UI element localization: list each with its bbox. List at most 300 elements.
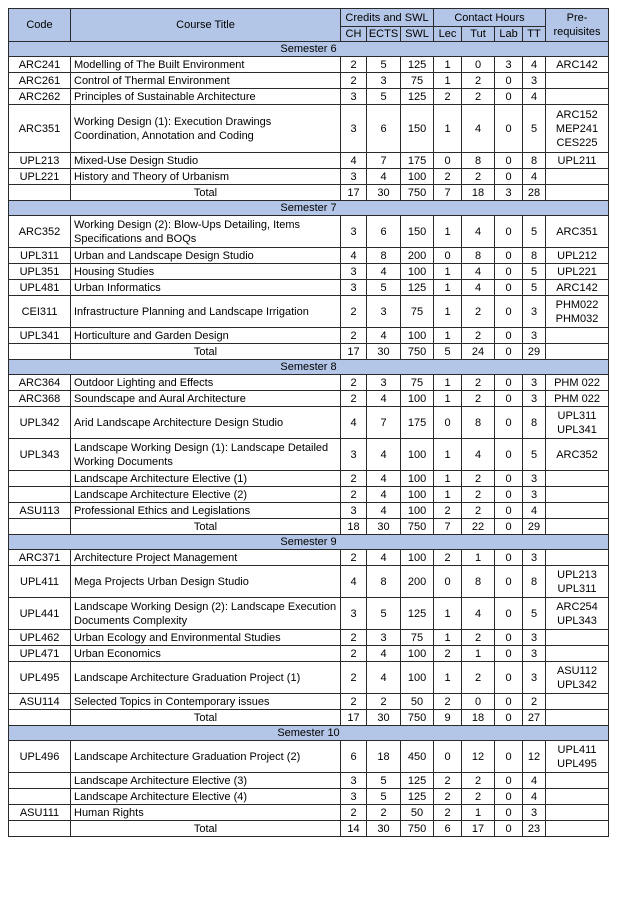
prerequisites-cell	[546, 328, 609, 344]
tutorial-hours-cell: 1	[462, 550, 495, 566]
tutorial-hours-cell: 8	[462, 407, 495, 439]
credit-hours-cell: 3	[341, 598, 367, 630]
total-hours-cell: 3	[523, 328, 546, 344]
course-row	[9, 73, 609, 89]
course-title: Mega Projects Urban Design Studio	[71, 566, 341, 598]
lab-hours-cell: 0	[495, 105, 523, 153]
total-hours-cell: 4	[523, 169, 546, 185]
course-title: Infrastructure Planning and Landscape Irrigation	[71, 296, 341, 328]
total-hours-cell: 12	[523, 741, 546, 773]
total-code-blank	[9, 185, 71, 201]
course-title: Urban Economics	[71, 646, 341, 662]
lab-hours-cell: 0	[495, 89, 523, 105]
swl-cell: 150	[401, 216, 434, 248]
total-hours-cell: 3	[523, 296, 546, 328]
course-code: UPL462	[9, 630, 71, 646]
lecture-hours-cell: 1	[434, 375, 462, 391]
prerequisites-cell	[546, 741, 609, 773]
course-row	[9, 503, 609, 519]
course-title: Urban Ecology and Environmental Studies	[71, 630, 341, 646]
prerequisite-code: UPL341	[557, 423, 597, 436]
course-title: Mixed-Use Design Studio	[71, 153, 341, 169]
prerequisite-code: UPL342	[557, 678, 597, 691]
lecture-hours-cell: 2	[434, 169, 462, 185]
course-row	[9, 694, 609, 710]
course-row	[9, 57, 609, 73]
tutorial-hours-cell: 8	[462, 566, 495, 598]
total-value-cell: 3	[495, 185, 523, 201]
course-row	[9, 662, 609, 694]
course-code: UPL481	[9, 280, 71, 296]
total-value-cell: 750	[401, 821, 434, 837]
course-row	[9, 487, 609, 503]
course-row	[9, 89, 609, 105]
semester-total-row	[9, 821, 609, 837]
tutorial-hours-cell: 4	[462, 264, 495, 280]
total-value-cell: 7	[434, 519, 462, 535]
tutorial-hours-cell: 2	[462, 789, 495, 805]
total-code-blank	[9, 344, 71, 360]
credit-hours-cell: 2	[341, 646, 367, 662]
total-hours-cell: 5	[523, 216, 546, 248]
course-row	[9, 391, 609, 407]
ects-cell: 5	[367, 773, 401, 789]
semester-total-row	[9, 185, 609, 201]
prerequisites-cell	[546, 646, 609, 662]
prerequisites-cell	[546, 550, 609, 566]
course-row	[9, 646, 609, 662]
prerequisite-code: UPL213	[557, 568, 597, 581]
prerequisite-code: ARC142	[556, 281, 598, 294]
course-row	[9, 153, 609, 169]
prerequisite-code: ARC351	[556, 225, 598, 238]
lab-hours-cell: 0	[495, 503, 523, 519]
course-title: Professional Ethics and Legislations	[71, 503, 341, 519]
lab-hours-cell: 0	[495, 694, 523, 710]
credit-hours-cell: 2	[341, 662, 367, 694]
course-row	[9, 630, 609, 646]
credit-hours-cell: 3	[341, 789, 367, 805]
semester-header-row	[9, 535, 609, 550]
credit-hours-cell: 2	[341, 57, 367, 73]
tutorial-hours-cell: 2	[462, 487, 495, 503]
credit-hours-cell: 2	[341, 487, 367, 503]
course-title: Landscape Architecture Graduation Project (1)	[71, 662, 341, 694]
prerequisite-code: ARC142	[556, 58, 598, 71]
total-label: Total	[71, 185, 341, 201]
total-value-cell: 18	[462, 185, 495, 201]
total-hours-cell: 8	[523, 248, 546, 264]
swl-cell: 125	[401, 789, 434, 805]
ects-cell: 5	[367, 598, 401, 630]
total-prereq-blank	[546, 185, 609, 201]
total-hours-cell: 8	[523, 153, 546, 169]
total-value-cell: 23	[523, 821, 546, 837]
prerequisites-cell	[546, 73, 609, 89]
total-hours-cell: 3	[523, 487, 546, 503]
course-code: ARC352	[9, 216, 71, 248]
tutorial-hours-cell: 2	[462, 296, 495, 328]
ects-cell: 7	[367, 407, 401, 439]
course-title: Landscape Working Design (1): Landscape Detailed Working Documents	[71, 439, 341, 471]
semester-total-row	[9, 344, 609, 360]
lecture-hours-cell: 2	[434, 773, 462, 789]
credit-hours-cell: 2	[341, 328, 367, 344]
total-code-blank	[9, 710, 71, 726]
ects-cell: 3	[367, 375, 401, 391]
course-code	[9, 773, 71, 789]
total-hours-cell: 2	[523, 694, 546, 710]
lecture-hours-cell: 0	[434, 153, 462, 169]
course-row	[9, 598, 609, 630]
ects-cell: 3	[367, 630, 401, 646]
swl-cell: 125	[401, 280, 434, 296]
course-title: Working Design (1): Execution Drawings Coordination, Annotation and Coding	[71, 105, 341, 153]
course-row	[9, 805, 609, 821]
prerequisites-cell	[546, 391, 609, 407]
credit-hours-cell: 3	[341, 105, 367, 153]
total-label: Total	[71, 519, 341, 535]
lab-hours-cell: 0	[495, 598, 523, 630]
semester-label: Semester 10	[9, 726, 609, 741]
prerequisite-code: UPL311	[557, 582, 597, 595]
lecture-hours-cell: 2	[434, 646, 462, 662]
prerequisites-cell	[546, 630, 609, 646]
course-row	[9, 789, 609, 805]
lecture-hours-cell: 0	[434, 741, 462, 773]
course-row	[9, 248, 609, 264]
lab-hours-cell: 0	[495, 248, 523, 264]
total-label: Total	[71, 710, 341, 726]
prerequisites-cell	[546, 105, 609, 153]
prerequisite-code: PHM 022	[554, 376, 600, 389]
ects-cell: 5	[367, 89, 401, 105]
lab-header: Lab	[495, 27, 523, 42]
course-code: UPL341	[9, 328, 71, 344]
lecture-hours-cell: 2	[434, 805, 462, 821]
course-row	[9, 773, 609, 789]
credits-swl-header: Credits and SWL	[341, 9, 434, 27]
total-value-cell: 0	[495, 344, 523, 360]
total-value-cell: 14	[341, 821, 367, 837]
lecture-hours-cell: 0	[434, 566, 462, 598]
lab-hours-cell: 0	[495, 773, 523, 789]
prerequisites-cell	[546, 439, 609, 471]
semester-label: Semester 8	[9, 360, 609, 375]
credit-hours-cell: 4	[341, 566, 367, 598]
tutorial-hours-cell: 12	[462, 741, 495, 773]
course-code: ARC371	[9, 550, 71, 566]
semester-total-row	[9, 519, 609, 535]
lecture-hours-cell: 1	[434, 296, 462, 328]
prerequisite-code: UPL495	[557, 757, 597, 770]
lab-hours-cell: 0	[495, 169, 523, 185]
prerequisite-code: ASU112	[556, 664, 598, 677]
credit-hours-cell: 2	[341, 550, 367, 566]
total-label: Total	[71, 344, 341, 360]
prerequisites-cell	[546, 57, 609, 73]
total-value-cell: 0	[495, 821, 523, 837]
ch-header: CH	[341, 27, 367, 42]
credit-hours-cell: 2	[341, 391, 367, 407]
prerequisites-cell	[546, 153, 609, 169]
course-title: History and Theory of Urbanism	[71, 169, 341, 185]
course-row	[9, 105, 609, 153]
prerequisites-cell	[546, 248, 609, 264]
lab-hours-cell: 0	[495, 566, 523, 598]
credit-hours-cell: 2	[341, 375, 367, 391]
swl-cell: 100	[401, 487, 434, 503]
course-title: Landscape Architecture Elective (3)	[71, 773, 341, 789]
swl-cell: 175	[401, 407, 434, 439]
lab-hours-cell: 0	[495, 375, 523, 391]
total-value-cell: 18	[462, 710, 495, 726]
total-prereq-blank	[546, 821, 609, 837]
swl-cell: 100	[401, 169, 434, 185]
tutorial-hours-cell: 4	[462, 439, 495, 471]
total-hours-cell: 3	[523, 375, 546, 391]
prerequisite-code: ARC152	[556, 108, 598, 121]
credit-hours-cell: 4	[341, 407, 367, 439]
total-hours-cell: 4	[523, 89, 546, 105]
total-hours-cell: 5	[523, 598, 546, 630]
total-hours-cell: 8	[523, 407, 546, 439]
course-code: ARC368	[9, 391, 71, 407]
credit-hours-cell: 2	[341, 471, 367, 487]
credit-hours-cell: 4	[341, 153, 367, 169]
lecture-hours-cell: 2	[434, 550, 462, 566]
lecture-hours-cell: 1	[434, 105, 462, 153]
course-title: Urban Informatics	[71, 280, 341, 296]
swl-cell: 200	[401, 248, 434, 264]
prerequisite-code: UPL311	[557, 409, 597, 422]
course-title: Working Design (2): Blow-Ups Detailing, Items Specifications and BOQs	[71, 216, 341, 248]
total-code-blank	[9, 821, 71, 837]
tutorial-hours-cell: 2	[462, 89, 495, 105]
contact-hours-header: Contact Hours	[434, 9, 546, 27]
prerequisite-code: PHM022	[555, 298, 599, 311]
total-hours-cell: 5	[523, 439, 546, 471]
credit-hours-cell: 6	[341, 741, 367, 773]
lab-hours-cell: 0	[495, 153, 523, 169]
total-hours-cell: 3	[523, 662, 546, 694]
total-value-cell: 30	[367, 821, 401, 837]
course-row	[9, 550, 609, 566]
total-hours-cell: 4	[523, 503, 546, 519]
total-value-cell: 30	[367, 344, 401, 360]
swl-cell: 200	[401, 566, 434, 598]
total-value-cell: 24	[462, 344, 495, 360]
total-value-cell: 9	[434, 710, 462, 726]
prerequisites-cell	[546, 773, 609, 789]
tutorial-hours-cell: 2	[462, 328, 495, 344]
swl-cell: 100	[401, 391, 434, 407]
course-row	[9, 264, 609, 280]
ects-header: ECTS	[367, 27, 401, 42]
prerequisite-code: UPL221	[557, 265, 597, 278]
course-title-header: Course Title	[71, 9, 341, 42]
lab-hours-cell: 0	[495, 646, 523, 662]
total-hours-cell: 5	[523, 280, 546, 296]
ects-cell: 4	[367, 662, 401, 694]
tutorial-hours-cell: 2	[462, 73, 495, 89]
lab-hours-cell: 0	[495, 550, 523, 566]
tutorial-hours-cell: 8	[462, 248, 495, 264]
prerequisite-code: PHM 022	[554, 392, 600, 405]
total-value-cell: 0	[495, 710, 523, 726]
course-code: UPL441	[9, 598, 71, 630]
ects-cell: 5	[367, 57, 401, 73]
lecture-hours-cell: 2	[434, 89, 462, 105]
lab-hours-cell: 0	[495, 73, 523, 89]
table-body	[9, 42, 609, 837]
lecture-hours-cell: 1	[434, 216, 462, 248]
course-row	[9, 439, 609, 471]
course-code: UPL495	[9, 662, 71, 694]
course-code: UPL343	[9, 439, 71, 471]
prerequisites-cell	[546, 407, 609, 439]
prerequisite-code: CES225	[556, 136, 598, 149]
prerequisites-cell	[546, 694, 609, 710]
total-value-cell: 5	[434, 344, 462, 360]
tutorial-hours-cell: 2	[462, 503, 495, 519]
course-code: ASU113	[9, 503, 71, 519]
ects-cell: 6	[367, 105, 401, 153]
tutorial-hours-cell: 2	[462, 773, 495, 789]
swl-cell: 150	[401, 105, 434, 153]
tutorial-hours-cell: 4	[462, 216, 495, 248]
lab-hours-cell: 0	[495, 439, 523, 471]
ects-cell: 2	[367, 805, 401, 821]
lab-hours-cell: 0	[495, 407, 523, 439]
course-title: Landscape Architecture Elective (1)	[71, 471, 341, 487]
course-code: ASU111	[9, 805, 71, 821]
course-code: UPL496	[9, 741, 71, 773]
swl-cell: 75	[401, 375, 434, 391]
total-value-cell: 6	[434, 821, 462, 837]
credit-hours-cell: 3	[341, 216, 367, 248]
curriculum-table	[8, 8, 609, 837]
table-header	[9, 9, 609, 42]
course-code: ARC364	[9, 375, 71, 391]
ects-cell: 4	[367, 646, 401, 662]
lecture-hours-cell: 2	[434, 789, 462, 805]
prerequisites-cell	[546, 280, 609, 296]
swl-cell: 125	[401, 57, 434, 73]
lab-hours-cell: 3	[495, 57, 523, 73]
tutorial-hours-cell: 0	[462, 57, 495, 73]
lab-hours-cell: 0	[495, 280, 523, 296]
swl-cell: 100	[401, 550, 434, 566]
credit-hours-cell: 2	[341, 630, 367, 646]
swl-cell: 100	[401, 439, 434, 471]
total-value-cell: 30	[367, 519, 401, 535]
lab-hours-cell: 0	[495, 471, 523, 487]
total-value-cell: 17	[341, 344, 367, 360]
ects-cell: 3	[367, 296, 401, 328]
tutorial-hours-cell: 8	[462, 153, 495, 169]
prerequisites-cell	[546, 296, 609, 328]
total-hours-cell: 3	[523, 646, 546, 662]
total-value-cell: 30	[367, 185, 401, 201]
course-title: Landscape Architecture Elective (2)	[71, 487, 341, 503]
tutorial-hours-cell: 4	[462, 598, 495, 630]
swl-cell: 175	[401, 153, 434, 169]
course-title: Selected Topics in Contemporary issues	[71, 694, 341, 710]
swl-cell: 75	[401, 73, 434, 89]
total-value-cell: 29	[523, 519, 546, 535]
swl-cell: 100	[401, 328, 434, 344]
prerequisites-cell	[546, 789, 609, 805]
course-code: UPL221	[9, 169, 71, 185]
course-title: Soundscape and Aural Architecture	[71, 391, 341, 407]
total-hours-cell: 4	[523, 789, 546, 805]
total-hours-cell: 3	[523, 550, 546, 566]
course-code: UPL411	[9, 566, 71, 598]
semester-header-row	[9, 201, 609, 216]
ects-cell: 3	[367, 73, 401, 89]
course-title: Control of Thermal Environment	[71, 73, 341, 89]
ects-cell: 8	[367, 248, 401, 264]
lab-hours-cell: 0	[495, 805, 523, 821]
course-code: UPL311	[9, 248, 71, 264]
course-title: Outdoor Lighting and Effects	[71, 375, 341, 391]
tutorial-hours-cell: 2	[462, 662, 495, 694]
course-code: CEI311	[9, 296, 71, 328]
lecture-hours-cell: 2	[434, 694, 462, 710]
total-value-cell: 22	[462, 519, 495, 535]
course-title: Human Rights	[71, 805, 341, 821]
course-code: ASU114	[9, 694, 71, 710]
lecture-hours-cell: 1	[434, 471, 462, 487]
prerequisites-cell	[546, 566, 609, 598]
total-hours-cell: 3	[523, 630, 546, 646]
credit-hours-cell: 2	[341, 73, 367, 89]
credit-hours-cell: 4	[341, 248, 367, 264]
ects-cell: 5	[367, 280, 401, 296]
lab-hours-cell: 0	[495, 630, 523, 646]
total-hours-cell: 8	[523, 566, 546, 598]
swl-cell: 75	[401, 296, 434, 328]
prerequisites-cell	[546, 503, 609, 519]
swl-cell: 50	[401, 805, 434, 821]
lecture-hours-cell: 1	[434, 391, 462, 407]
course-title: Urban and Landscape Design Studio	[71, 248, 341, 264]
tutorial-hours-cell: 1	[462, 805, 495, 821]
prerequisites-cell	[546, 89, 609, 105]
semester-label: Semester 6	[9, 42, 609, 57]
course-code: UPL342	[9, 407, 71, 439]
lab-hours-cell: 0	[495, 789, 523, 805]
prerequisite-code: UPL211	[557, 154, 597, 167]
swl-cell: 75	[401, 630, 434, 646]
ects-cell: 8	[367, 566, 401, 598]
total-value-cell: 17	[341, 710, 367, 726]
credit-hours-cell: 3	[341, 439, 367, 471]
prerequisites-cell	[546, 264, 609, 280]
course-title: Landscape Architecture Elective (4)	[71, 789, 341, 805]
semester-label: Semester 7	[9, 201, 609, 216]
total-prereq-blank	[546, 519, 609, 535]
ects-cell: 4	[367, 487, 401, 503]
course-row	[9, 407, 609, 439]
ects-cell: 4	[367, 439, 401, 471]
lecture-hours-cell: 0	[434, 248, 462, 264]
credit-hours-cell: 3	[341, 280, 367, 296]
credit-hours-cell: 3	[341, 773, 367, 789]
credit-hours-cell: 3	[341, 264, 367, 280]
lab-hours-cell: 0	[495, 662, 523, 694]
